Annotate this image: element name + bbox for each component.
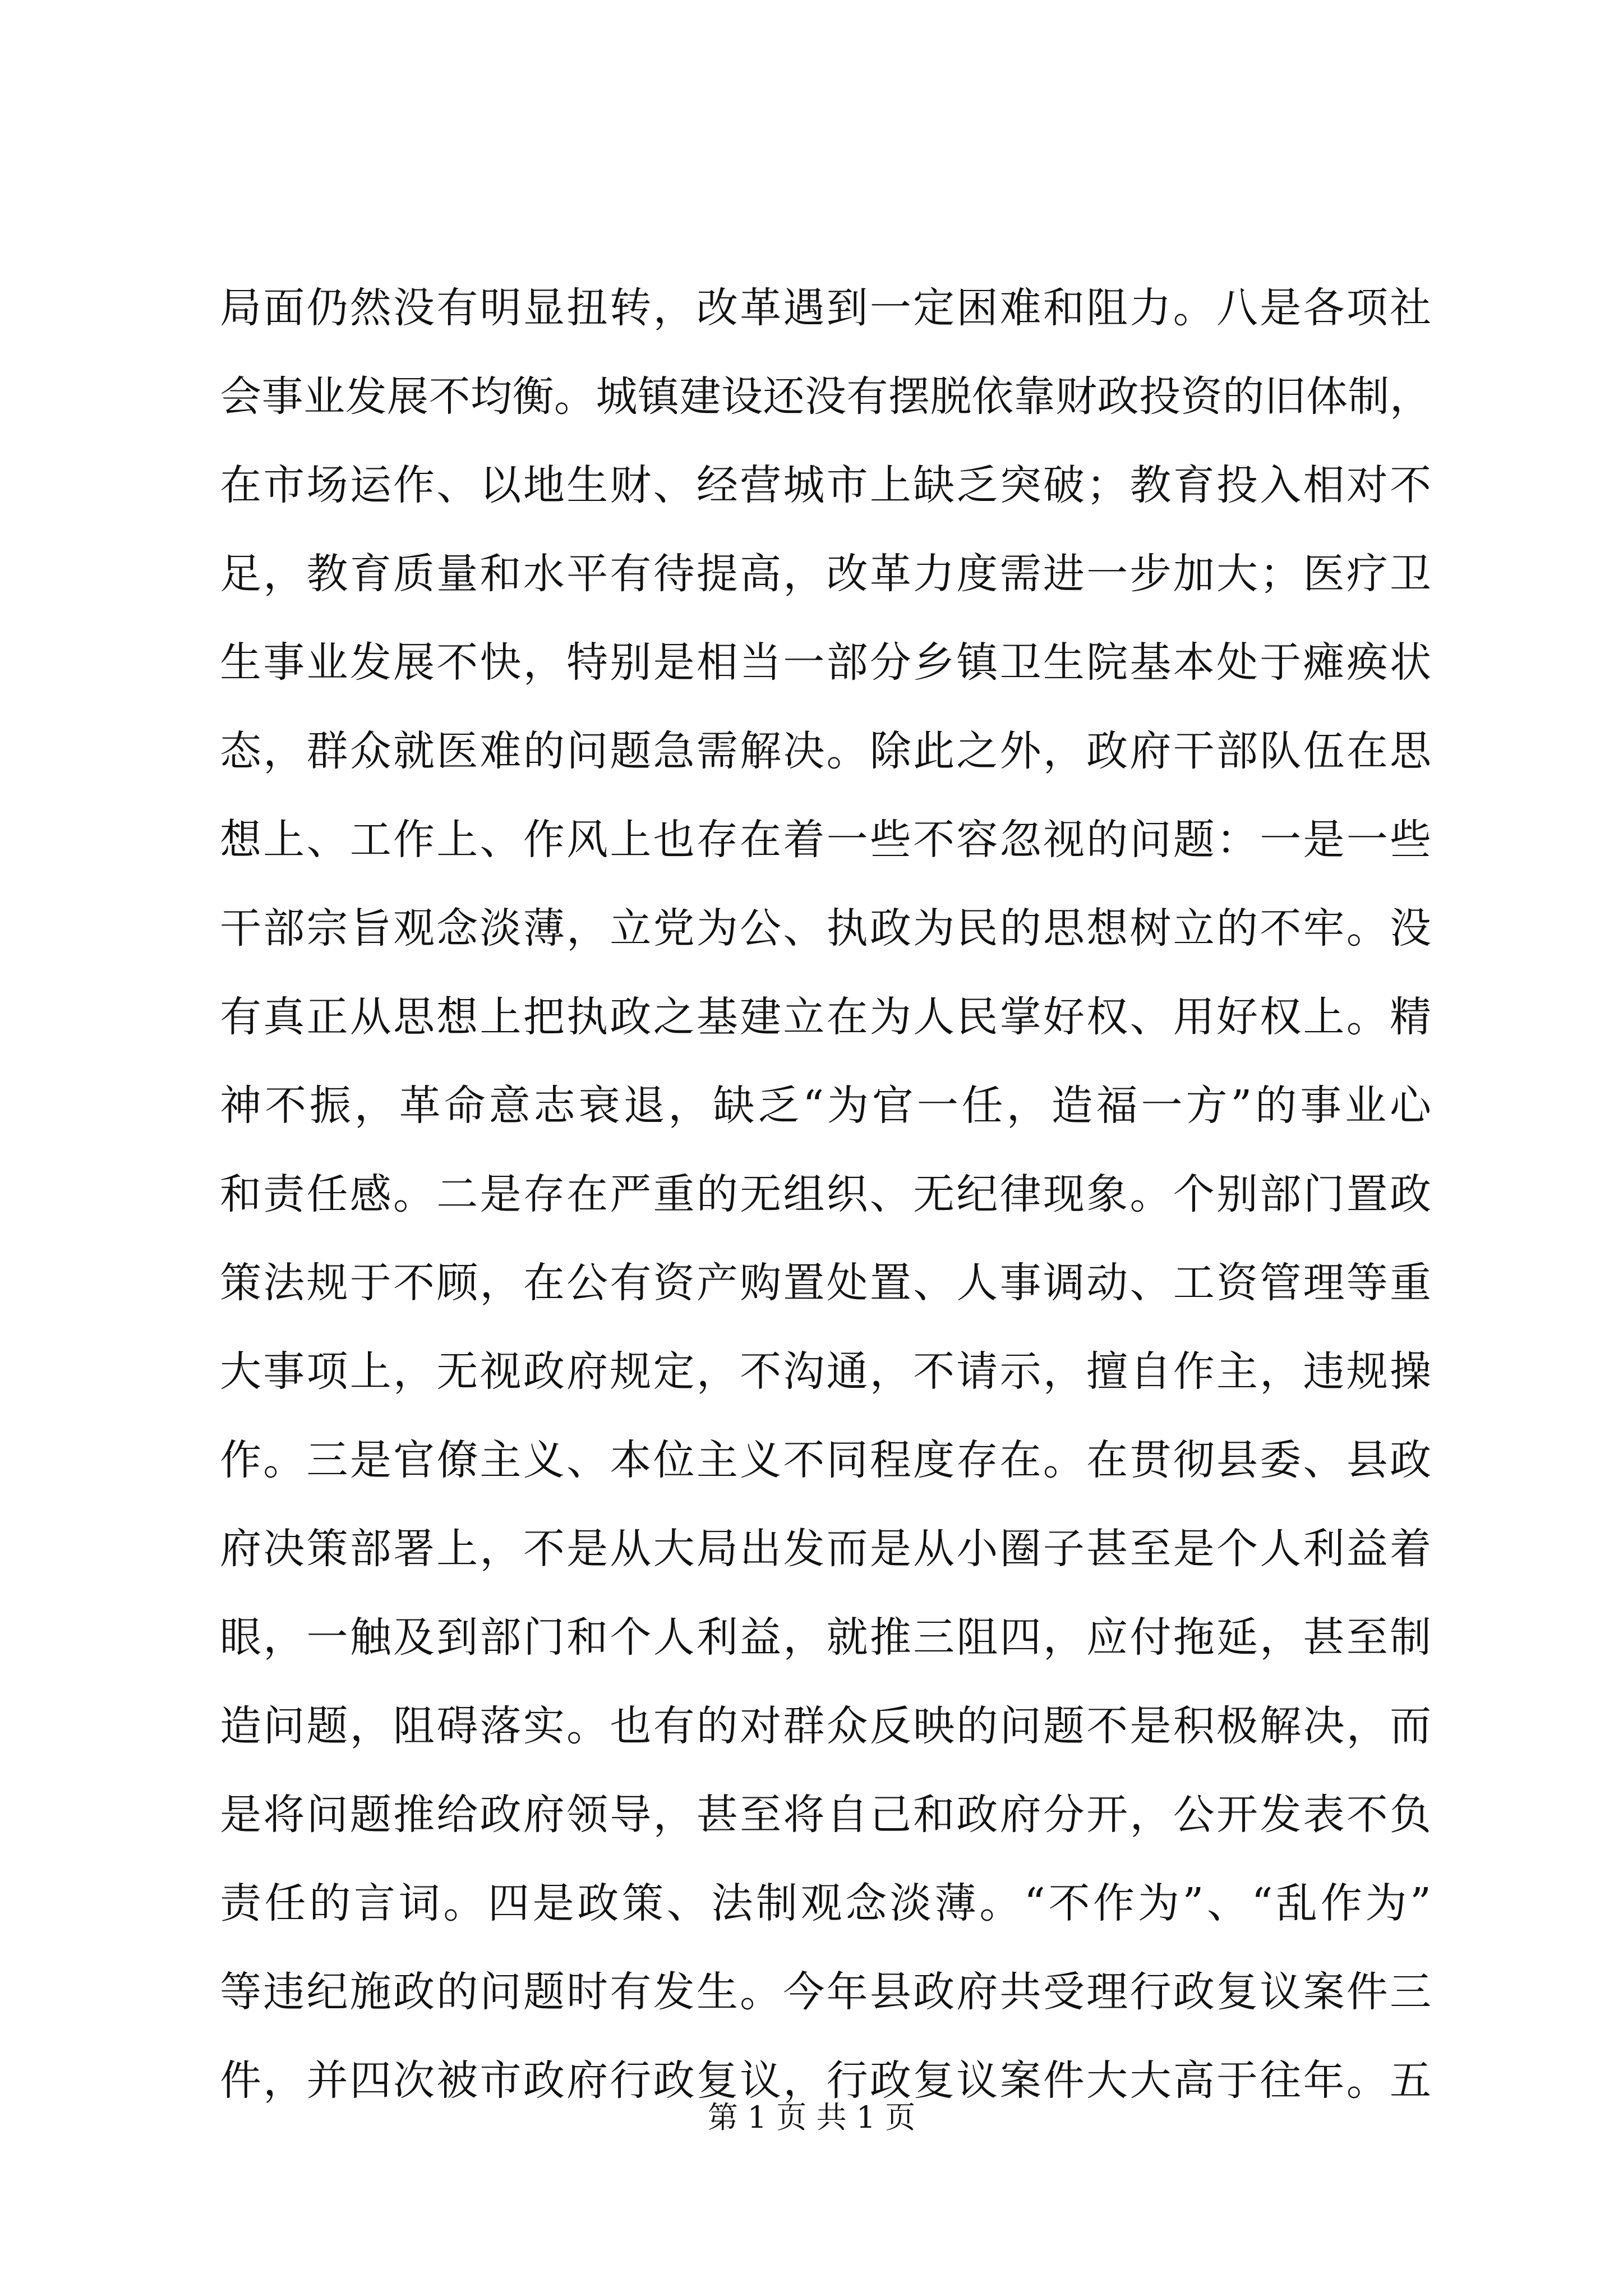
text-line: 足，教育质量和水平有待提高，改革力度需进一步加大；医疗卫 (220, 550, 1431, 598)
text-line: 大事项上，无视政府规定，不沟通，不请示，擅自作主，违规操 (220, 1347, 1431, 1396)
text-line: 责任的言词。四是政策、法制观念淡薄。“不作为”、“乱作为” (220, 1879, 1431, 1927)
text-line: 等违纪施政的问题时有发生。今年县政府共受理行政复议案件三 (220, 1968, 1431, 2016)
text-line: 生事业发展不快，特别是相当一部分乡镇卫生院基本处于瘫痪状 (220, 638, 1431, 687)
text-line: 件，并四次被市政府行政复议，行政复议案件大大高于往年。五 (220, 2056, 1431, 2105)
text-line: 眼，一触及到部门和个人利益，就推三阻四，应付拖延，甚至制 (220, 1613, 1431, 1662)
text-line: 策法规于不顾，在公有资产购置处置、人事调动、工资管理等重 (220, 1259, 1431, 1307)
page-number-footer: 第 1 页 共 1 页 (707, 2100, 916, 2135)
text-line: 想上、工作上、作风上也存在着一些不容忽视的问题：一是一些 (220, 816, 1431, 864)
text-line: 是将问题推给政府领导，甚至将自己和政府分开，公开发表不负 (220, 1791, 1431, 1839)
text-line: 作。三是官僚主义、本位主义不同程度存在。在贯彻县委、县政 (220, 1436, 1431, 1484)
text-line: 局面仍然没有明显扭转，改革遇到一定困难和阻力。八是各项社 (220, 284, 1431, 332)
text-line: 府决策部署上，不是从大局出发而是从小圈子甚至是个人利益着 (220, 1525, 1431, 1573)
text-line: 干部宗旨观念淡薄，立党为公、执政为民的思想树立的不牢。没 (220, 904, 1431, 953)
text-line: 造问题，阻碍落实。也有的对群众反映的问题不是积极解决，而 (220, 1702, 1431, 1750)
text-line: 有真正从思想上把执政之基建立在为人民掌好权、用好权上。精 (220, 993, 1431, 1041)
body-text (220, 264, 1431, 2125)
text-line: 神不振，革命意志衰退，缺乏“为官一任，造福一方”的事业心 (220, 1082, 1431, 1130)
text-line: 会事业发展不均衡。城镇建设还没有摆脱依靠财政投资的旧体制， (220, 372, 1431, 421)
text-line: 在市场运作、以地生财、经营城市上缺乏突破；教育投入相对不 (220, 461, 1431, 509)
text-line: 和责任感。二是存在严重的无组织、无纪律现象。个别部门置政 (220, 1170, 1431, 1218)
text-line: 态，群众就医难的问题急需解决。除此之外，政府干部队伍在思 (220, 727, 1431, 775)
